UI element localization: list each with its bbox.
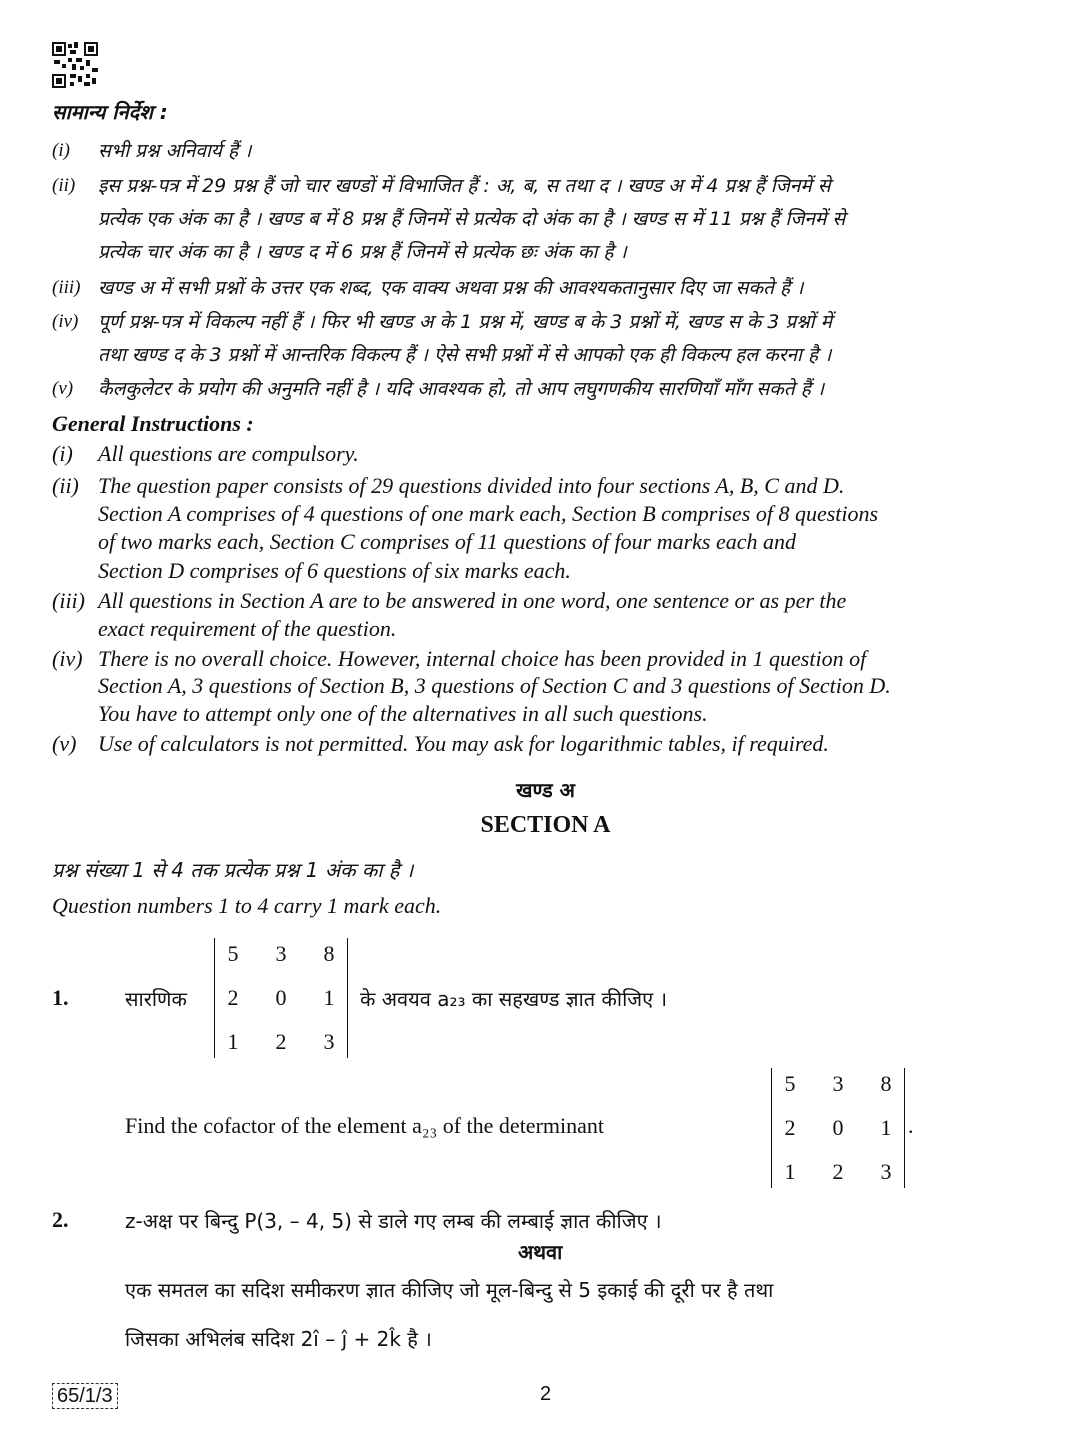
matrix-cell: 1 [880, 1115, 892, 1140]
question-2-hindi-text: z-अक्ष पर बिन्दु P(3, – 4, 5) से डाले गए लम्ब की लम्बाई ज्ञात कीजिए । [125, 1209, 662, 1233]
section-title-hindi: खण्ड अ [516, 778, 575, 802]
section-marks-hindi: प्रश्न संख्या 1 से 4 तक प्रत्येक प्रश्न 1 अंक का है । [52, 858, 414, 882]
matrix-cell: 2 [832, 1159, 844, 1184]
matrix-cell: 8 [880, 1071, 892, 1096]
question-2-alternative-line-1: एक समतल का सदिश समीकरण ज्ञात कीजिए जो मूल-बिन्दु से 5 इकाई की दूरी पर है तथा [125, 1278, 774, 1302]
section-marks: Question numbers 1 to 4 carry 1 mark each. [52, 893, 442, 918]
page-number: 2 [539, 1383, 552, 1405]
question-1-number: 1. [52, 985, 69, 1010]
matrix-cell: 3 [275, 941, 287, 966]
question-2-alternative-line-2: जिसका अभिलंब सदिश 2î – ĵ + 2k̂ है । [125, 1327, 432, 1351]
matrix-cell: 0 [275, 985, 287, 1010]
matrix-cell: 5 [227, 941, 239, 966]
matrix-cell: 2 [275, 1029, 287, 1054]
general-instructions-heading: General Instructions : [52, 411, 254, 436]
matrix-cell: 5 [784, 1071, 796, 1096]
question-1-hindi-prefix: सारणिक [125, 987, 187, 1011]
paper-code: 65/1/3 [52, 1383, 118, 1409]
question-1-english-text: Find the cofactor of the element a₂₃ of the determinant [125, 1113, 604, 1138]
matrix-cell: 2 [784, 1115, 796, 1140]
matrix-cell: 1 [227, 1029, 239, 1054]
matrix-cell: 3 [832, 1071, 844, 1096]
question-1-period: . [908, 1113, 914, 1138]
matrix-cell: 1 [323, 985, 335, 1010]
or-label: अथवा [518, 1240, 563, 1264]
question-1-english-determinant [771, 1068, 905, 1188]
qr-code-icon [52, 42, 98, 88]
question-1-hindi-determinant [214, 938, 348, 1058]
matrix-cell: 0 [832, 1115, 844, 1140]
matrix-cell: 3 [880, 1159, 892, 1184]
matrix-cell: 8 [323, 941, 335, 966]
question-2-number: 2. [52, 1207, 69, 1232]
matrix-cell: 3 [323, 1029, 335, 1054]
matrix-cell: 2 [227, 985, 239, 1010]
section-title: SECTION A [480, 812, 611, 838]
question-1-hindi-text: के अवयव a₂₃ का सहखण्ड ज्ञात कीजिए । [360, 987, 668, 1011]
hindi-instructions-heading: सामान्य निर्देश : [52, 100, 168, 124]
matrix-cell: 1 [784, 1159, 796, 1184]
